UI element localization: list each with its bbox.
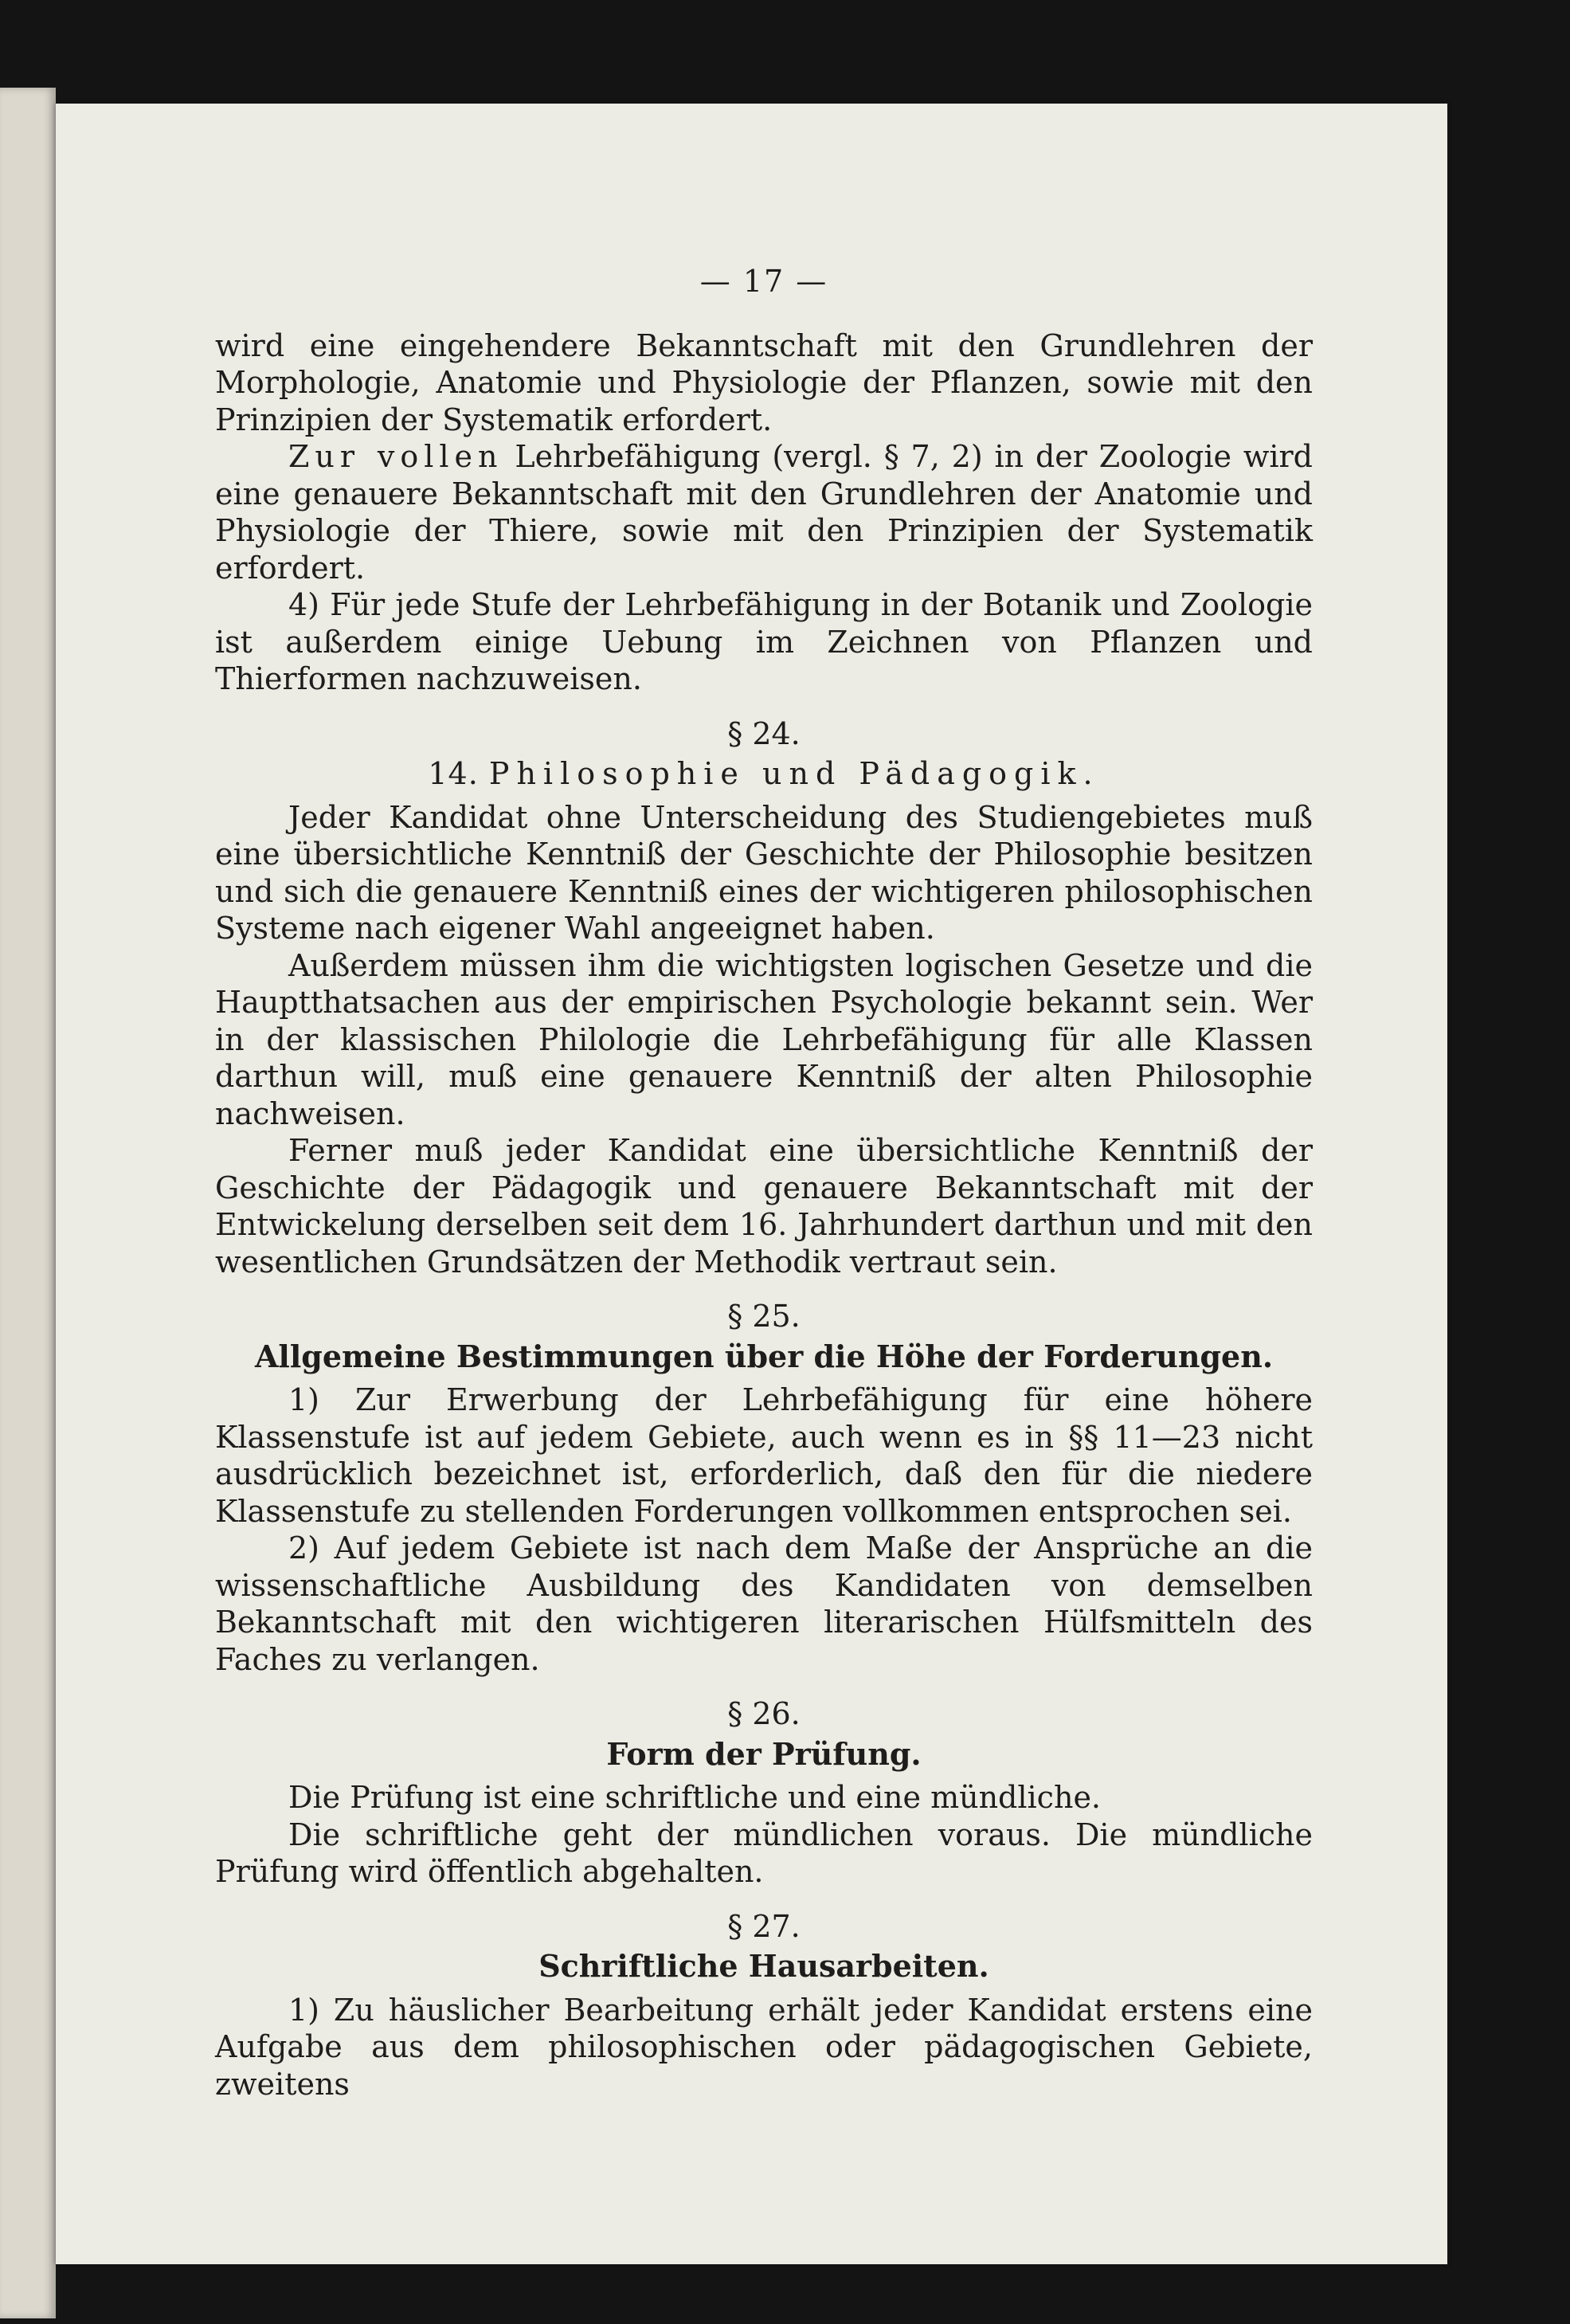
section-number: § 25. — [727, 1299, 801, 1334]
heading-number: 14. — [428, 756, 479, 791]
spaced-emphasis: Zur vollen — [288, 439, 503, 474]
page-content — [215, 263, 1313, 2103]
paragraph: Außerdem müssen ihm die wichtigsten logischen Gesetze und die Hauptthatsachen aus der empirischen Psychologie bekannt sein. Wer in der klassischen Philologie die Lehrbefähigung für alle Klassen darthun will, muß eine genauere Kenntniß der alten Philosophie nachweisen. — [215, 947, 1313, 1131]
document-page — [56, 104, 1447, 2264]
section-heading: Form der Prüfung. — [606, 1735, 922, 1772]
page-number: — 17 — — [699, 264, 828, 299]
section-heading: Allgemeine Bestimmungen über die Höhe der Forderungen. — [254, 1338, 1274, 1374]
section-number: § 27. — [727, 1908, 801, 1944]
section-number: § 24. — [727, 715, 801, 751]
paragraph: 2) Auf jedem Gebiete ist nach dem Maße der Ansprüche an die wissenschaftliche Ausbildung des Kandidaten von demselben Bekanntschaft mit den wichtigeren literarischen Hülfsmitteln des Faches zu verlangen. — [215, 1530, 1313, 1677]
section-heading — [215, 755, 1313, 793]
paragraph: 1) Zu häuslicher Bearbeitung erhält jeder Kandidat erstens eine Aufgabe aus dem philosophischen oder pädagogischen Gebiete, zweitens — [215, 1992, 1313, 2102]
paragraph: Ferner muß jeder Kandidat eine übersichtliche Kenntniß der Geschichte der Pädagogik und genauere Bekanntschaft mit der Entwickelung derselben seit dem 16. Jahrhundert darthun und mit den wesentlichen Grundsätzen der Methodik vertraut sein. — [215, 1133, 1313, 1280]
heading-title: Philosophie und Pädagogik. — [488, 756, 1100, 791]
paragraph: 1) Zur Erwerbung der Lehrbefähigung für eine höhere Klassenstufe ist auf jedem Gebiete, auch wenn es in §§ 11—23 nicht ausdrücklich bezeichnet ist, erforderlich, daß den für die niedere Klassenstufe zu stellenden Forderungen vollkommen entsprochen sei. — [215, 1382, 1313, 1529]
paragraph: Die schriftliche geht der mündlichen voraus. Die mündliche Prüfung wird öffentlich abgehalten. — [215, 1816, 1313, 1889]
paragraph: Jeder Kandidat ohne Unterscheidung des Studiengebietes muß eine übersichtliche Kenntniß der Geschichte der Philosophie besitzen und sich die genauere Kenntniß eines der wichtigeren philosophischen Systeme nach eigener Wahl angeeignet haben. — [215, 799, 1313, 946]
paragraph: 4) Für jede Stufe der Lehrbefähigung in der Botanik und Zoologie ist außerdem einige Uebung im Zeichnen von Pflanzen und Thierformen nachzuweisen. — [215, 587, 1313, 696]
paragraph: Die Prüfung ist eine schriftliche und eine mündliche. — [288, 1780, 1102, 1815]
section-heading: Schriftliche Hausarbeiten. — [538, 1948, 989, 1984]
paragraph: wird eine eingehendere Bekanntschaft mit den Grundlehren der Morphologie, Anatomie und Physiologie der Pflanzen, sowie mit den Prinzipien der Systematik erfordert. — [215, 327, 1313, 437]
previous-page-edge — [0, 88, 56, 2318]
paragraph — [215, 438, 1313, 586]
section-number: § 26. — [727, 1696, 801, 1731]
paragraph-text: Lehrbefähigung (vergl. § 7, 2) in der Zoologie wird eine genauere Bekanntschaft mit den Grundlehren der Anatomie und Physiologie der Thiere, sowie mit den Prinzipien der Systematik erfordert. — [215, 439, 1313, 586]
